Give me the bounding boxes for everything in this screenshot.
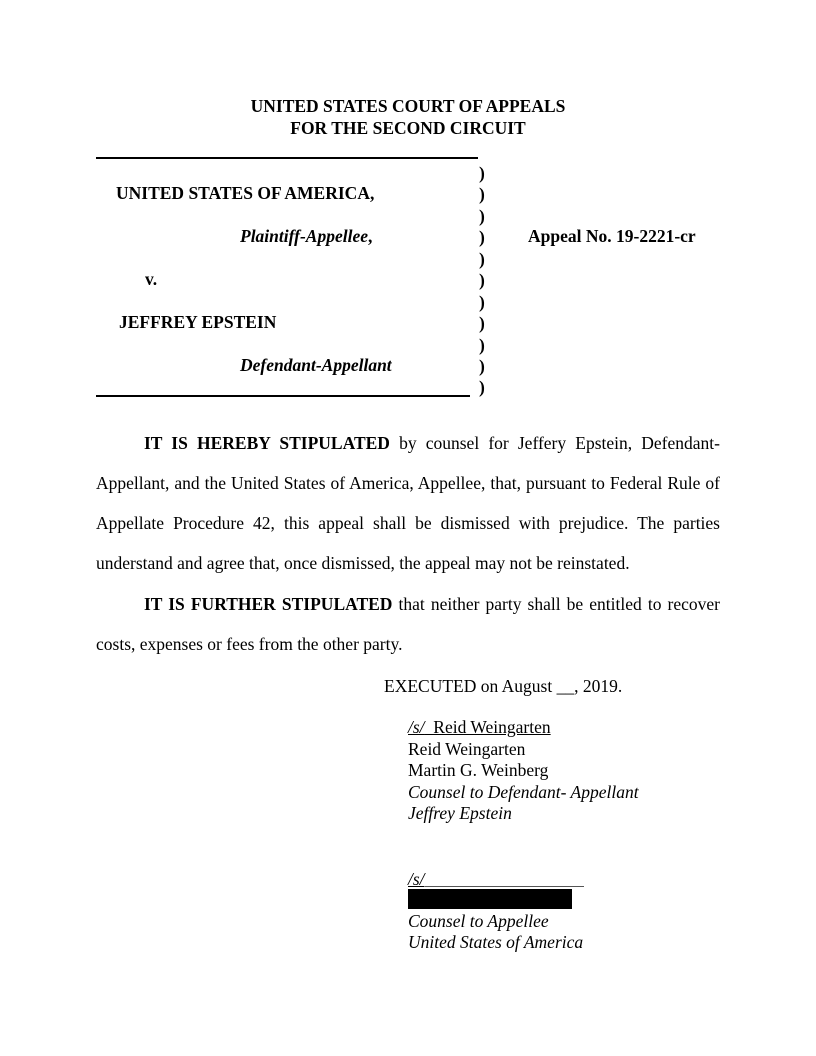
- caption-paren: ): [479, 292, 485, 312]
- plaintiff-role-text: Plaintiff-Appellee: [240, 226, 368, 246]
- defendant-counsel-name-2: Martin G. Weinberg: [408, 760, 549, 780]
- caption-top-rule: [96, 157, 478, 159]
- executed-date: EXECUTED on August __, 2019.: [384, 676, 623, 696]
- defendant-signature: [408, 717, 551, 737]
- caption-paren: ): [479, 206, 485, 226]
- defendant-counsel-name-1: Reid Weingarten: [408, 739, 526, 759]
- defendant-name: JEFFREY EPSTEIN: [119, 312, 277, 332]
- caption-bottom-rule: [96, 395, 470, 397]
- appellee-signature-line: [425, 886, 584, 887]
- caption-paren: ): [479, 270, 485, 290]
- circuit-name: FOR THE SECOND CIRCUIT: [290, 118, 526, 138]
- appellee-signature-mark: /s/: [408, 869, 425, 889]
- defendant-signature-line: [408, 717, 551, 739]
- caption-paren: ): [479, 377, 485, 397]
- stipulation-lead-2: IT IS FURTHER STIPULATED: [144, 594, 393, 614]
- stipulation-lead-1: IT IS HEREBY STIPULATED: [144, 433, 390, 453]
- appellee-counsel-role: Counsel to Appellee: [408, 911, 549, 931]
- versus: v.: [145, 269, 158, 289]
- defendant-client: Jeffrey Epstein: [408, 803, 512, 823]
- redacted-name-block: [408, 889, 572, 909]
- court-name: UNITED STATES COURT OF APPEALS: [250, 96, 566, 116]
- caption-paren: ): [479, 356, 485, 376]
- caption-paren: ): [479, 184, 485, 204]
- caption-paren: ): [479, 163, 485, 183]
- defendant-role: Defendant-Appellant: [240, 355, 392, 375]
- stipulation-text-2: that neither party shall be entitled to recover costs, expenses or fees from the other party.: [96, 594, 720, 654]
- caption-paren: ): [479, 313, 485, 333]
- plaintiff-role: [240, 228, 372, 246]
- plaintiff-name: UNITED STATES OF AMERICA,: [116, 183, 375, 203]
- stipulation-paragraph-1: [96, 423, 720, 583]
- signature-name: Reid Weingarten: [424, 717, 551, 737]
- caption-paren: ): [479, 227, 485, 247]
- caption-paren: ): [479, 335, 485, 355]
- stipulation-text-1: by counsel for Jeffery Epstein, Defendant-Appellant, and the United States of America, Appellee, that, pursuant to Federal Rule of Appellate Procedure 42, this appeal shall be dismissed with prejudice. The parties understand and agree that, once dismissed, the appeal may not be reinstated.: [96, 433, 720, 573]
- plaintiff-role-comma: ,: [368, 226, 373, 246]
- stipulation-paragraph-2: [96, 584, 720, 664]
- caption-paren: ): [479, 249, 485, 269]
- appellee-client: United States of America: [408, 932, 584, 952]
- signature-mark: /s/: [408, 717, 425, 737]
- defendant-counsel-role: Counsel to Defendant- Appellant: [408, 782, 639, 802]
- appeal-number: Appeal No. 19-2221-cr: [528, 226, 696, 246]
